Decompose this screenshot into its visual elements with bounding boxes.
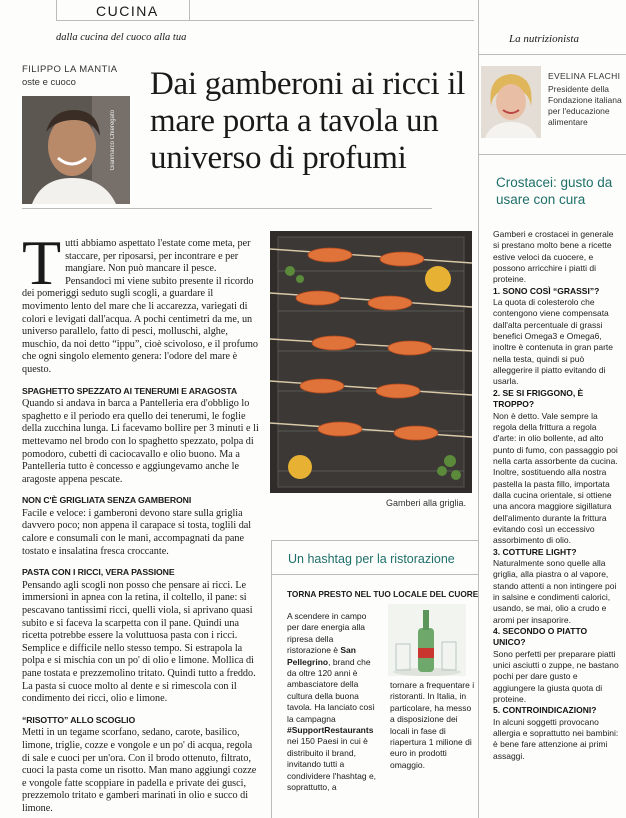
sidebar-intro: Gamberi e crostacei in generale si prestano molto bene a ricette estive veloci da cuocere, e possono arricchire i piatti di proteine. bbox=[493, 229, 614, 285]
photo-caption: Gamberi alla griglia. bbox=[386, 498, 467, 508]
sidebar-divider bbox=[478, 0, 479, 818]
headline: Dai gamberoni ai ricci il mare porta a tavola un universo di profumi bbox=[150, 66, 466, 176]
sidebar-question: 3. COTTURE LIGHT? bbox=[493, 546, 577, 557]
water-bottle-image bbox=[388, 604, 466, 676]
header-rule-left bbox=[56, 0, 57, 20]
photo-credit: Gianmarco Chieregato bbox=[110, 110, 116, 171]
section-text: Metti in un tegame scorfano, sedano, carote, basilico, limone, triglie, cozze e vongole e un po' di acqua, regola di sale e cuoci per un'ora. Con il brodo ottenuto, filtrato, cuoci la pasta come un risotto. Man mano aggiungi cozze e vongole fatte scoppiare in padella e private dei gusci, prezzemolo tritato e gamberi marinati in olio e succo di limone. bbox=[22, 727, 257, 814]
sidebar-question: 4. SECONDO O PIATTO UNICO? bbox=[493, 626, 588, 648]
section-name: CUCINA bbox=[96, 3, 159, 19]
brand-name: San Pellegrino bbox=[287, 645, 356, 667]
section-heading: SPAGHETTO SPEZZATO AI TENERUMI E ARAGOSTA bbox=[22, 385, 238, 396]
section-heading: “RISOTTO” ALLO SCOGLIO bbox=[22, 714, 136, 725]
hashtag-box-title: Un hashtag per la ristorazione bbox=[288, 552, 455, 566]
header-rule-right bbox=[189, 0, 190, 20]
expert-bio: Presidente della Fondazione italiana per l'educazione alimentare bbox=[548, 84, 622, 127]
headline-rule bbox=[22, 208, 432, 209]
campaign-hashtag: #SupportRestaurants bbox=[287, 725, 374, 736]
sidebar-question: 2. SE SI FRIGGONO, È TROPPO? bbox=[493, 387, 584, 410]
article-intro: Tutti abbiamo aspettato l'estate come meta, per staccare, per riposarsi, per incontrare e per mangiare. Non può mancare il pesce. Pensandoci mi viene subito presente il ricordo dei pomeriggi seduto sugli scogli, a guardare il movimento lento del mare che li accarezza, variegati di colori e levigati dall'acqua. A pochi centimetri da me, un universo parallelo, fatto di pesci, molluschi, alghe, muschio, da noi detto “ippu”, cioè scivoloso, e il profumo che ogni singolo elemento genera: l'odore del mare è questo. bbox=[22, 227, 258, 375]
expert-photo bbox=[481, 66, 541, 138]
sidebar-top-rule bbox=[478, 54, 626, 55]
section-text: Quando si andava in barca a Pantelleria era d'obbligo lo spaghetto e il periodo era quello dei tenerumi, le foglie della zucchina lunga. Li facevamo bollire per 3 minuti e li mettevamo nel brodo con lo spaghetto spezzato, polpa di pomodoro, cubetti di caciocavallo e olio buono. Ma a Pantelleria tutto è concesso e aggiungevamo anche le aragoste appena pescate. bbox=[22, 398, 259, 485]
sidebar-mid-rule bbox=[478, 154, 626, 155]
section-heading: PASTA CON I RICCI, VERA PASSIONE bbox=[22, 567, 175, 578]
hashtag-box-divider bbox=[271, 574, 478, 575]
section-heading: NON C'È GRIGLIATA SENZA GAMBERONI bbox=[22, 495, 192, 506]
sidebar-answer: La quota di colesterolo che contengono viene compensata dall'alta percentuale di grassi benefici Omega3 e Omega6, inoltre è contenuta in gran parte nella testa, quindi si può alleggerire il piatto evitando di usarla. bbox=[493, 297, 614, 387]
expert-name: EVELINA FLACHI bbox=[548, 71, 621, 81]
author-role: oste e cuoco bbox=[22, 77, 76, 88]
hashtag-box-left bbox=[271, 540, 272, 818]
sidebar-answer: Naturalmente sono quelle alla griglia, alla piastra o al vapore, stando attenti a non intingere poi in salsine e condimenti calorici, usando, se mai, olio a crudo e aromi per insaporire. bbox=[493, 557, 617, 625]
hashtag-box-subtitle: TORNA PRESTO NEL TUO LOCALE DEL CUORE bbox=[287, 589, 479, 599]
hashtag-box-text-2: tornare a frequentare i ristoranti. In Italia, in particolare, ha messo a disposizione dei locali in fase di riapertura 1 milione di euro in prodotti omaggio. bbox=[390, 680, 475, 770]
sidebar-title: Crostacei: gusto da usare con cura bbox=[496, 175, 613, 207]
sidebar-answer: Sono perfetti per preparare piatti unici asciutti o zuppe, ne bastano pochi per dare gusto e aggiungere la giusta quota di proteine. bbox=[493, 648, 619, 705]
section-subtitle: dalla cucina del cuoco alla tua bbox=[56, 32, 187, 43]
grilled-prawns-photo bbox=[270, 231, 472, 493]
sidebar-answer: Non è detto. Vale sempre la regola della frittura a regola d'arte: in olio bollente, ad alto punto di fumo, con passaggio poi nella carta assorbente da cucina. Inoltre, sostituendo alla nostra pastella la pasta fillo, importata dalla cucina orientale, si ottiene una ancora maggiore sigillatura dell'alimento durante la frittura evitando così un eccessivo assorbimento di olio. bbox=[493, 410, 618, 546]
section-text: Facile e veloce: i gamberoni devono stare sulla griglia davvero poco; non appena il carapace si tosta, toglili dal calore e consumali con le mani, accompagnati da pane tostato e insalatina fresca croccante. bbox=[22, 507, 252, 557]
hashtag-box-text-1: A scendere in campo per dare energia alla ripresa della ristorazione è San Pellegrino, brand che da oltre 120 anni è ambasciatore della cultura della buona tavola. Ha lanciato così la campagna #SupportRestaurants nei 150 Paesi in cui è distribuito il brand, invitando tutti a condividere l'hashtag e, soprattutto, a bbox=[287, 611, 377, 793]
sidebar-body bbox=[493, 229, 621, 762]
hashtag-box-top bbox=[271, 540, 478, 541]
dropcap: T bbox=[22, 227, 62, 298]
header-underline bbox=[56, 20, 474, 21]
sidebar-question: 5. CONTROINDICAZIONI? bbox=[493, 705, 597, 716]
sidebar-answer: In alcuni soggetti provocano allergia e soprattutto nei bambini: è bene fare attenzione ai primi assaggi. bbox=[493, 716, 619, 761]
section-text: Pensando agli scogli non posso che pensare ai ricci. Le immersioni in apnea con la retina, il coltello, il pane: si pescavano tantissimi ricci, quelli viola, si aprivano quasi subito e si faceva la scarpetta con il pane. Quindi una ricetta potrebbe essere la voluttuosa pasta con i ricci. Semplice e difficile nello stesso tempo. Si estrapola la polpa e si mischia con un po' di olio e limone. Mollica di pane tostata e prezzemolino tritato. Quindi tutto a freddo. La pasta si cuoce molto al dente e si rimescola con il condimento dei ricci, olio e limone. bbox=[22, 579, 256, 705]
article-body bbox=[22, 227, 262, 816]
sidebar-label: La nutrizionista bbox=[509, 33, 579, 45]
sidebar-question: 1. SONO COSÌ “GRASSI”? bbox=[493, 285, 600, 296]
author-name: FILIPPO LA MANTIA bbox=[22, 64, 118, 75]
